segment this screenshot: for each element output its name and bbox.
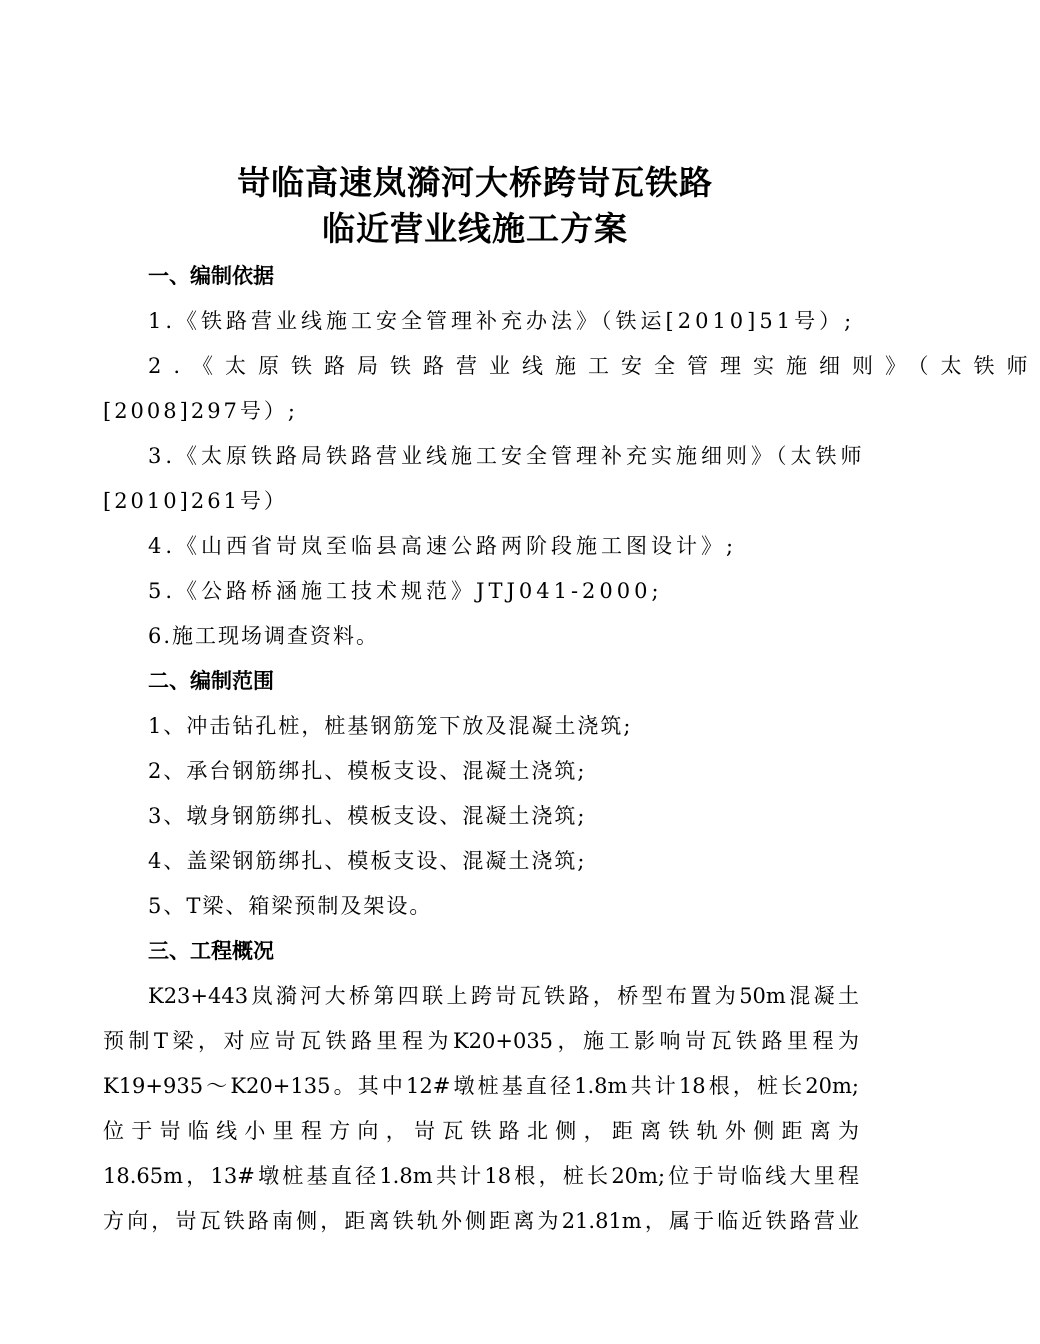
paragraph-line: 1.《铁路营业线施工安全管理补充办法》（铁运[2010]51号）; bbox=[148, 309, 856, 333]
paragraph-line: 5.《公路桥涵施工技术规范》JTJ041-2000; bbox=[148, 579, 663, 603]
section-heading-basis: 一、编制依据 bbox=[148, 264, 274, 288]
paragraph-line: [2010]261号） bbox=[103, 489, 288, 513]
list-item: 2、承台钢筋绑扎、模板支设、混凝土浇筑; bbox=[148, 759, 587, 783]
document-title-line-2: 临近营业线施工方案 bbox=[322, 209, 628, 248]
paragraph-line: 6.施工现场调查资料。 bbox=[148, 624, 380, 648]
paragraph-line: K23+443岚漪河大桥第四联上跨岢瓦铁路，桥型布置为50m混凝土 bbox=[148, 984, 859, 1008]
section-heading-overview: 三、工程概况 bbox=[148, 939, 274, 963]
paragraph-line: 2.《太原铁路局铁路营业线施工安全管理实施细则》（太铁师 bbox=[148, 354, 1040, 378]
paragraph-line: 3.《太原铁路局铁路营业线施工安全管理补充实施细则》（太铁师 bbox=[148, 444, 866, 468]
list-item: 3、墩身钢筋绑扎、模板支设、混凝土浇筑; bbox=[148, 804, 587, 828]
paragraph-line: 4.《山西省岢岚至临县高速公路两阶段施工图设计》; bbox=[148, 534, 738, 558]
paragraph-line: 位于岢临线小里程方向，岢瓦铁路北侧，距离铁轨外侧距离为 bbox=[103, 1119, 859, 1143]
paragraph-line: 预制T梁，对应岢瓦铁路里程为K20+035，施工影响岢瓦铁路里程为 bbox=[103, 1029, 859, 1053]
paragraph-line: 18.65m，13#墩桩基直径1.8m共计18根，桩长20m;位于岢临线大里程 bbox=[103, 1164, 859, 1188]
list-item: 4、盖梁钢筋绑扎、模板支设、混凝土浇筑; bbox=[148, 849, 587, 873]
paragraph-line: K19+935～K20+135。其中12#墩桩基直径1.8m共计18根，桩长20m; bbox=[103, 1074, 859, 1098]
paragraph-line: 方向，岢瓦铁路南侧，距离铁轨外侧距离为21.81m，属于临近铁路营业 bbox=[103, 1209, 859, 1233]
document-title-line-1: 岢临高速岚漪河大桥跨岢瓦铁路 bbox=[237, 163, 713, 202]
paragraph-line: [2008]297号）; bbox=[103, 399, 298, 423]
list-item: 5、T梁、箱梁预制及架设。 bbox=[148, 894, 433, 918]
section-heading-scope: 二、编制范围 bbox=[148, 669, 274, 693]
list-item: 1、冲击钻孔桩，桩基钢筋笼下放及混凝土浇筑; bbox=[148, 714, 633, 738]
